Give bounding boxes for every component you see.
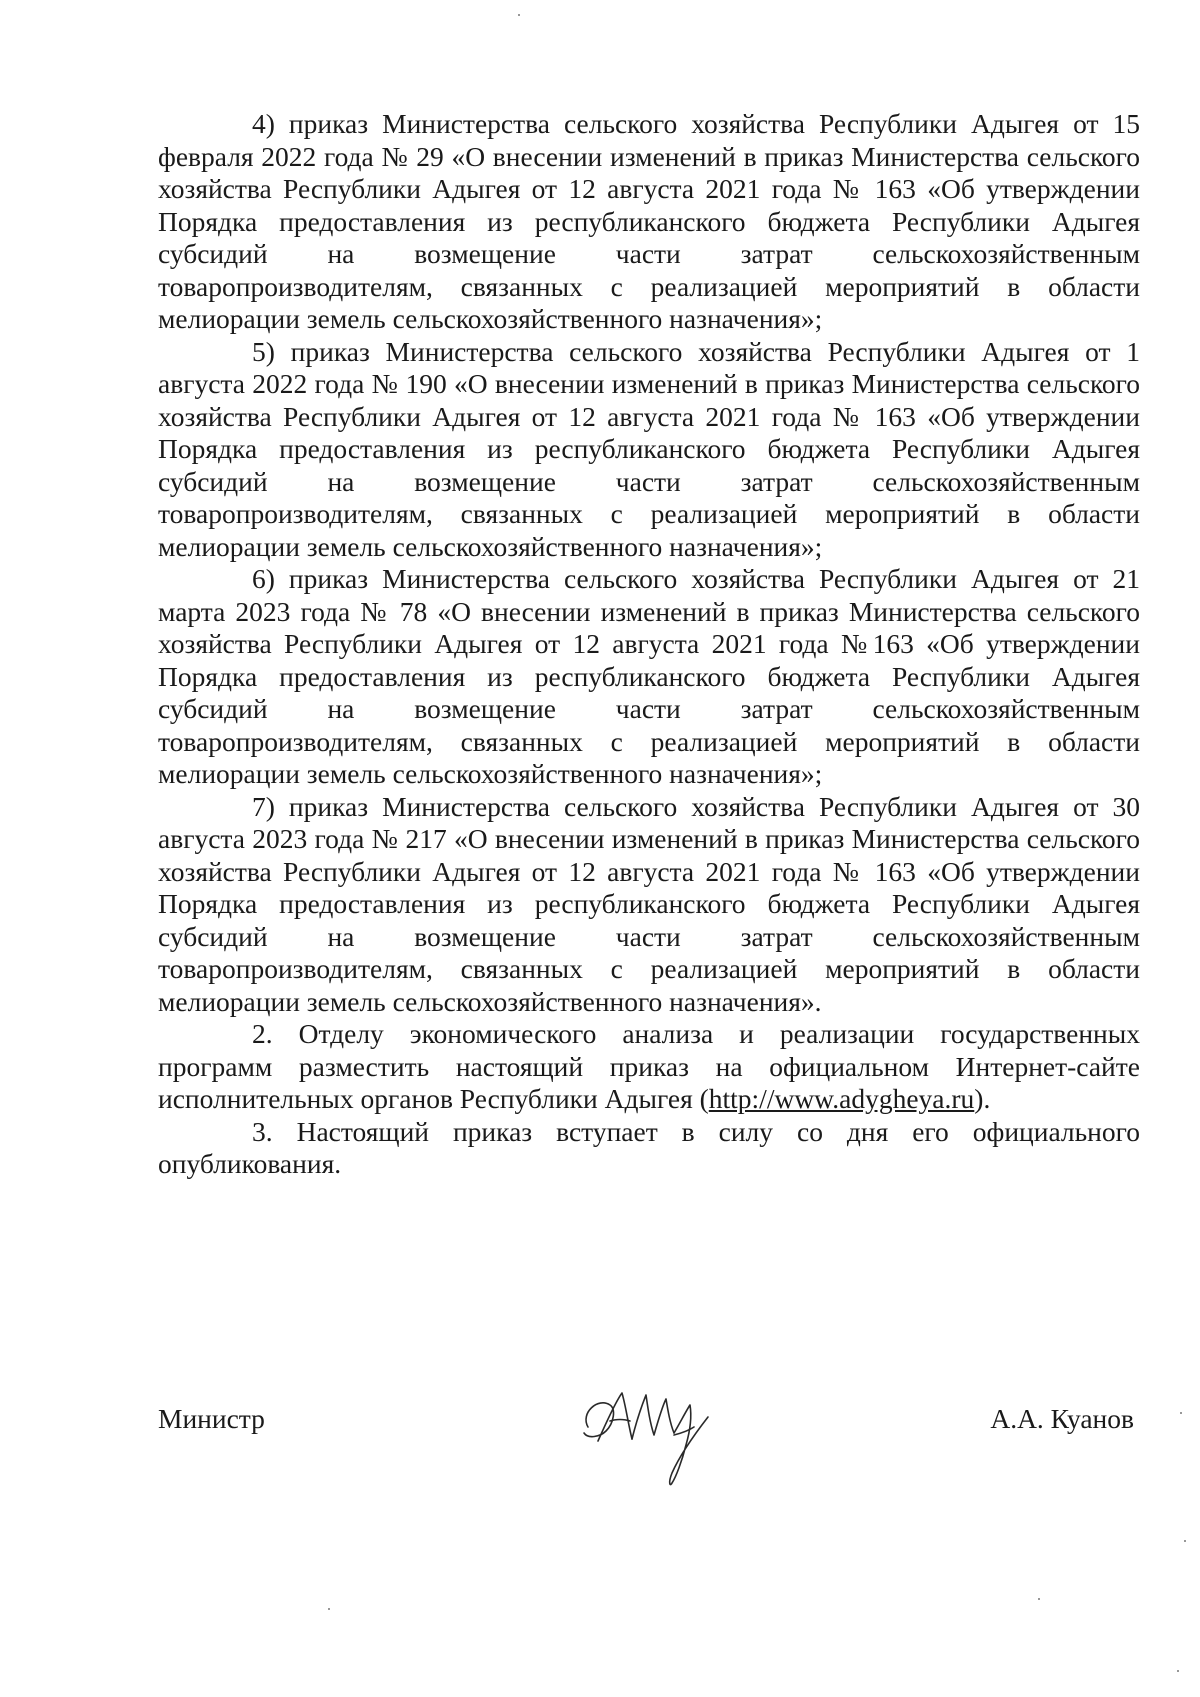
clause-2 — [158, 1018, 1140, 1116]
scan-speck — [1177, 1670, 1179, 1672]
order-item-5: 5) приказ Министерства сельского хозяйства Республики Адыгея от 1 августа 2022 года № 190 «О внесении изменений в приказ Министерства сельского хозяйства Республики Адыгея от 12 августа 2021 года № 163 «Об утверждении Порядка предоставления из республиканского бюджета Республики Адыгея субсидий на возмещение части затрат сельскохозяйственным товаропроизводителям, связанных с реализацией мероприятий в области мелиорации земель сельскохозяйственного назначения»; — [158, 335, 1140, 562]
scan-speck — [1184, 1540, 1186, 1542]
scan-speck — [328, 1608, 330, 1610]
signature-block — [158, 1403, 1140, 1463]
signatory-title: Министр — [158, 1403, 265, 1434]
website-link[interactable]: http://www.adygheya.ru — [708, 1083, 975, 1114]
signatory-name: А.А. Куанов — [990, 1403, 1134, 1434]
scan-speck — [1180, 1412, 1182, 1414]
clause-2-tail: ). — [974, 1083, 991, 1114]
order-item-6: 6) приказ Министерства сельского хозяйства Республики Адыгея от 21 марта 2023 года № 78 «О внесении изменений в приказ Министерства сельского хозяйства Республики Адыгея от 12 августа 2021 года №163 «Об утверждении Порядка предоставления из республиканского бюджета Республики Адыгея субсидий на возмещение части затрат сельскохозяйственным товаропроизводителям, связанных с реализацией мероприятий в области мелиорации земель сельскохозяйственного назначения»; — [158, 563, 1140, 789]
scan-speck — [1038, 1598, 1040, 1600]
order-item-4: 4) приказ Министерства сельского хозяйства Республики Адыгея от 15 февраля 2022 года № 29 «О внесении изменений в приказ Министерства сельского хозяйства Республики Адыгея от 12 августа 2021 года № 163 «Об утверждении Порядка предоставления из республиканского бюджета Республики Адыгея субсидий на возмещение части затрат сельскохозяйственным товаропроизводителям, связанных с реализацией мероприятий в области мелиорации земель сельскохозяйственного назначения»; — [158, 108, 1140, 334]
order-item-7: 7) приказ Министерства сельского хозяйства Республики Адыгея от 30 августа 2023 года № 217 «О внесении изменений в приказ Министерства сельского хозяйства Республики Адыгея от 12 августа 2021 года № 163 «Об утверждении Порядка предоставления из республиканского бюджета Республики Адыгея субсидий на возмещение части затрат сельскохозяйственным товаропроизводителям, связанных с реализацией мероприятий в области мелиорации земель сельскохозяйственного назначения». — [158, 790, 1140, 1017]
clause-2-text: 2. Отделу экономического анализа и реализации государственных программ разместить настоящий приказ на официальном Интернет-сайте исполнительных органов Республики Адыгея ( — [158, 1018, 1140, 1114]
scan-speck — [518, 14, 520, 16]
handwritten-signature — [576, 1383, 726, 1493]
document-body — [158, 108, 1140, 1181]
clause-3: 3. Настоящий приказ вступает в силу со дня его официального опубликования. — [158, 1115, 1140, 1179]
